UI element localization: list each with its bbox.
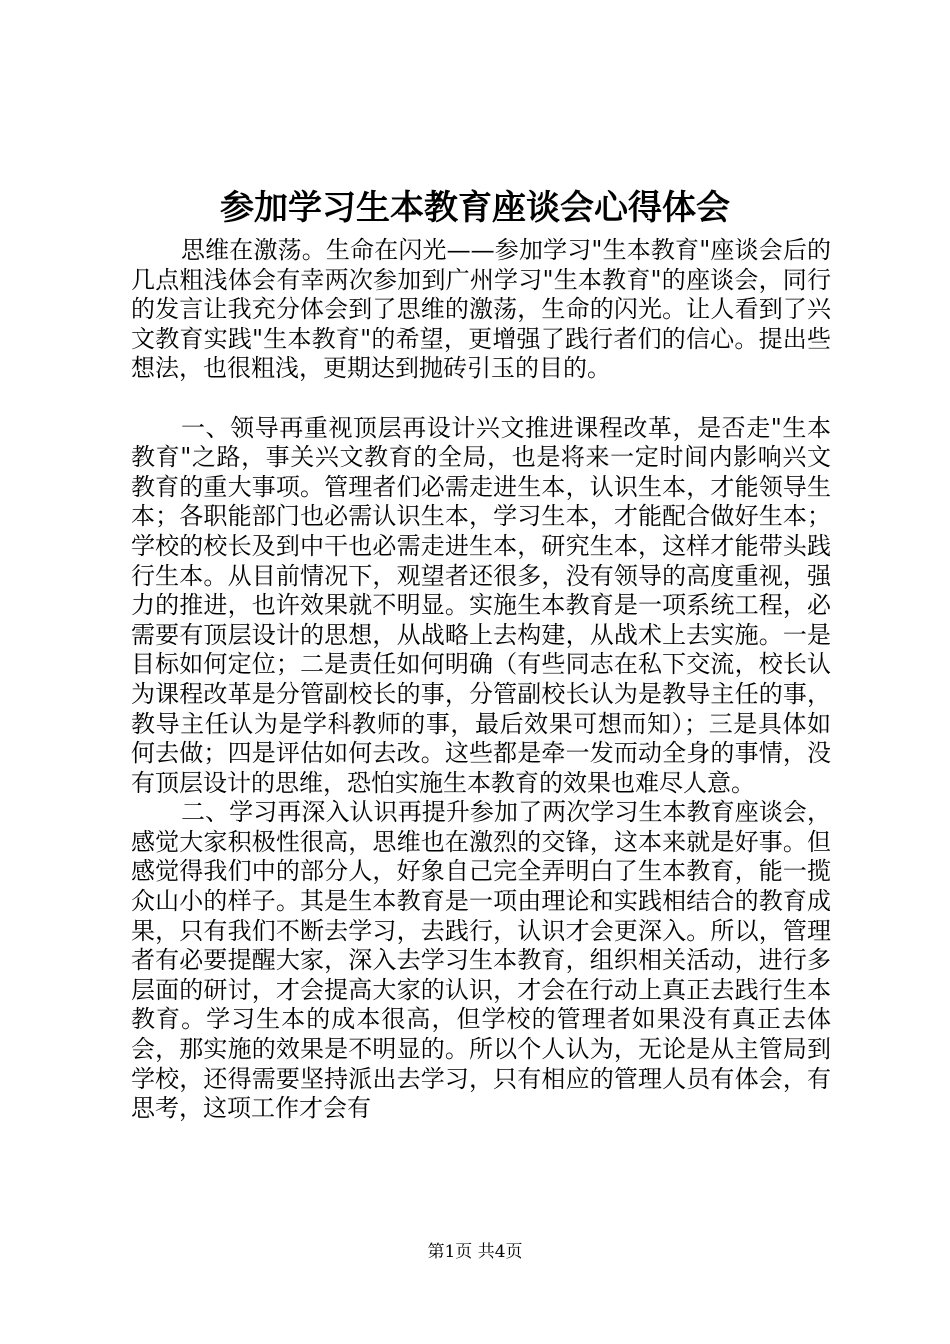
paragraph-section-one: 一、领导再重视顶层再设计兴文推进课程改革，是否走"生本教育"之路，事关兴文教育的全局，也是将来一定时间内影响兴文教育的重大事项。管理者们必需走进生本，认识生本，才能领导生本；各职能部门也必需认识生本，学习生本，才能配合做好生本；学校的校长及到中干也必需走进生本，研究生本，这样才能带头践行生本。从目前情况下，观望者还很多，没有领导的高度重视，强力的推进，也许效果就不明显。实施生本教育是一项系统工程，必需要有顶层设计的思想，从战略上去构建，从战术上去实施。一是目标如何定位；二是责任如何明确（有些同志在私下交流，校长认为课程改革是分管副校长的事，分管副校长认为是教导主任的事，教导主任认为是学科教师的事，最后效果可想而知）；三是具体如何去做；四是评估如何去改。这些都是牵一发而动全身的事情，没有顶层设计的思维，恐怕实施生本教育的效果也难尽人意。 (131, 413, 831, 797)
page-number-footer: 第1页 共4页 (427, 1242, 523, 1262)
paragraph-intro: 思维在激荡。生命在闪光——参加学习"生本教育"座谈会后的几点粗浅体会有幸两次参加到广州学习"生本教育"的座谈会，同行的发言让我充分体会到了思维的激荡，生命的闪光。让人看到了兴文教育实践"生本教育"的希望，更增强了践行者们的信心。提出些想法，也很粗浅，更期达到抛砖引玉的目的。 (131, 236, 831, 383)
document-title: 参加学习生本教育座谈会心得体会 (220, 188, 730, 228)
document-body (131, 236, 831, 1124)
paragraph-section-two: 二、学习再深入认识再提升参加了两次学习生本教育座谈会，感觉大家积极性很高，思维也在激烈的交锋，这本来就是好事。但感觉得我们中的部分人，好象自己完全弄明白了生本教育，能一揽众山小的样子。其是生本教育是一项由理论和实践相结合的教育成果，只有我们不断去学习，去践行，认识才会更深入。所以，管理者有必要提醒大家，深入去学习生本教育，组织相关活动，进行多层面的研讨，才会提高大家的认识，才会在行动上真正去践行生本教育。学习生本的成本很高，但学校的管理者如果没有真正去体会，那实施的效果是不明显的。所以个人认为，无论是从主管局到学校，还得需要坚持派出去学习，只有相应的管理人员有体会，有思考，这项工作才会有 (131, 798, 831, 1123)
